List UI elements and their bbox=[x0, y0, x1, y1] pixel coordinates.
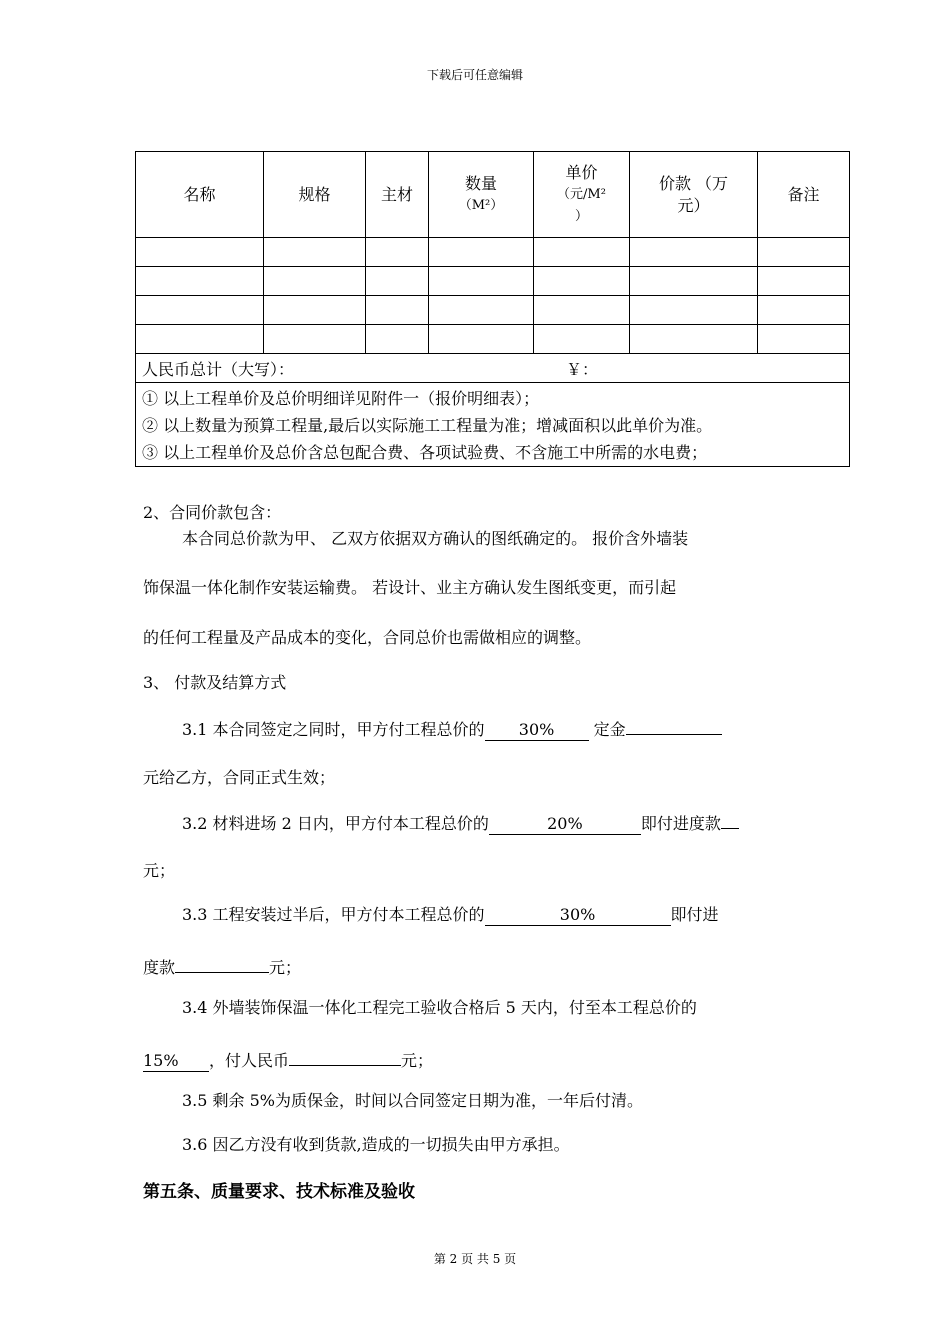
section3-title: 3、 付款及结算方式 bbox=[143, 673, 287, 692]
clause-3-2-percent: 20% bbox=[489, 814, 641, 835]
clause-3-5: 3.5 剩余 5%为质保金，时间以合同签定日期为准，一年后付清。 bbox=[182, 1091, 644, 1110]
table-row bbox=[136, 325, 850, 354]
clause-3-1-cont: 元给乙方，合同正式生效； bbox=[143, 768, 336, 787]
notes-row bbox=[136, 383, 850, 467]
section2-line2: 饰保温一体化制作安装运输费。 若设计、业主方确认发生图纸变更，而引起 bbox=[143, 578, 677, 597]
section2-line3: 的任何工程量及产品成本的变化，合同总价也需做相应的调整。 bbox=[143, 628, 592, 647]
note-1: ① 以上工程单价及总价明细详见附件一（报价明细表）； bbox=[142, 389, 540, 408]
progress-payment-blank-2 bbox=[175, 952, 269, 973]
col-name: 名称 bbox=[136, 152, 264, 238]
table-header-row bbox=[136, 152, 850, 238]
table-row bbox=[136, 296, 850, 325]
page-header: 下载后可任意编辑 bbox=[426, 68, 523, 82]
price-table bbox=[135, 151, 850, 467]
section2-title: 2、合同价款包含： bbox=[143, 503, 282, 522]
progress-payment-blank bbox=[721, 808, 739, 829]
col-unit-price: 单价 （元/M² ） bbox=[534, 152, 630, 238]
clause-3-2-cont: 元； bbox=[143, 861, 176, 880]
clause-3-3-cont: 度款 元； bbox=[143, 952, 301, 978]
total-row bbox=[136, 354, 850, 383]
clause-3-4-cont: 15% ，付人民币 元； bbox=[143, 1045, 433, 1072]
section2-line1: 本合同总价款为甲、 乙双方依据双方确认的图纸确定的。 报价含外墙装 bbox=[182, 529, 689, 548]
deposit-blank bbox=[626, 714, 722, 735]
clause-3-4: 3.4 外墙装饰保温一体化工程完工验收合格后 5 天内，付至本工程总价的 bbox=[182, 998, 697, 1017]
clause-3-4-percent: 15% bbox=[143, 1051, 209, 1072]
clause-3-3: 3.3 工程安装过半后，甲方付本工程总价的 30% 即付进 bbox=[182, 905, 719, 924]
col-quantity: 数量 （M²） bbox=[429, 152, 534, 238]
section5-heading: 第五条、质量要求、技术标准及验收 bbox=[143, 1182, 415, 1202]
final-payment-blank bbox=[289, 1045, 401, 1066]
page-footer: 第 2 页 共 5 页 bbox=[433, 1252, 517, 1266]
total-label: 人民币总计（大写）： bbox=[142, 359, 295, 379]
clause-3-6: 3.6 因乙方没有收到货款,造成的一切损失由甲方承担。 bbox=[182, 1135, 570, 1154]
note-3: ③ 以上工程单价及总价含总包配合费、各项试验费、不含施工中所需的水电费； bbox=[142, 443, 708, 462]
col-amount: 价款 （万 元） bbox=[630, 152, 758, 238]
clause-3-3-percent: 30% bbox=[485, 905, 671, 926]
col-spec: 规格 bbox=[264, 152, 366, 238]
col-remark: 备注 bbox=[758, 152, 850, 238]
clause-3-1: 3.1 本合同签定之同时，甲方付工程总价的 30% 定金 bbox=[182, 714, 722, 741]
total-symbol: ￥： bbox=[566, 359, 599, 379]
col-material: 主材 bbox=[366, 152, 429, 238]
table-row bbox=[136, 238, 850, 267]
note-2: ② 以上数量为预算工程量,最后以实际施工工程量为准；增减面积以此单价为准。 bbox=[142, 416, 713, 435]
clause-3-2: 3.2 材料进场 2 日内，甲方付本工程总价的 20% 即付进度款 bbox=[182, 808, 739, 835]
table-row bbox=[136, 267, 850, 296]
clause-3-1-percent: 30% bbox=[485, 720, 589, 741]
